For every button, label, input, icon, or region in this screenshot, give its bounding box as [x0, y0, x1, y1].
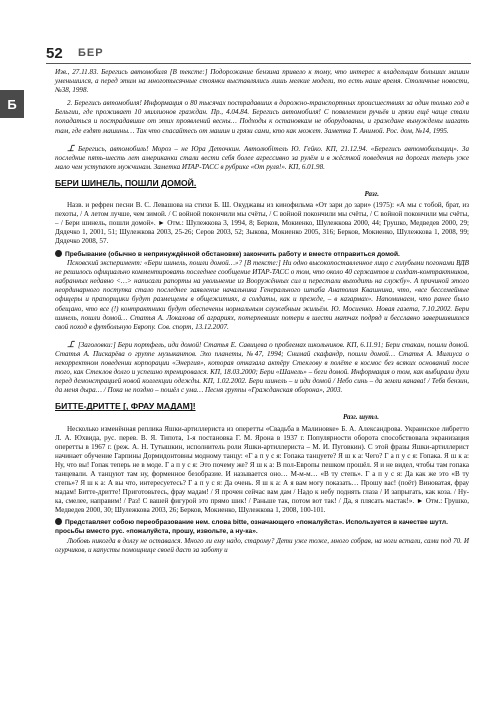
paragraph: Несколько изменённая реплика Яшки-артиллериста из оперетты «Свадьба в Малиновке» Б. А. Александрова. Украинское либретто Л. А. Юхвида, рус. перев. В. Я. Типота, 1-я постановка Г. М. Ярона в 1937 г. Популярности оборота способствовала экранизация оперетты в 1967 г. (реж. А. Н. Тутышкин, исполнитель роли Яшки-артиллериста – М. И. Пуговкин). С этой фразы Яшки-артиллерист начинает обучение Гарпины Дормидонтовны модному танцу: «Г а п у с я: Гопака танцуете? Я ш к а: Чего? Г а п у с я: Гопака. Я ш к а: Ну, что вы! Гопак теперь не в моде. Г а п у с я: Это почему же? Я ш к а: В пол-Европы пешком прошёл. Я и не видел, чтобы там гопака танцевали. А танцуют там ну, форменное безобразие. И называется оно… М-м-м… «В ту степь». Г а п у с я: Да как же это «В ту степь»? Я ш к а: А вы что, интересуетесь? Г а п у с я: Да очень. Я ш к а: А я вам могу показать… Прошу вас! (поёт) Виноватая, фрау мадам! Битте-дритте! Приготовьтесь, фрау мадам! / Я прочен сейчас вам дам / Надо к небу поднять глаза / И запрыгать, как коза. / Ну-ка, смелее, направим! / Раз! С вашей фигурой это прямо шик! / Раньше так, потом вот так! / Да, я плясать мастак!». ► Отм.: Грушко, Медведев 2000, 30; Шулежкова 2003, 26; Берков, Мокиенко, Шулежкова 1, 2008, 100-101.: [55, 424, 469, 515]
paragraph: Назв. и рефрен песни В. С. Левашова на стихи Б. Ш. Окуджавы из кинофильма «От зари до зари» (1975): «А мы с тобой, брат, из пехоты, / А летом лучше, чем зимой. / С войной покончили мы счёты, / С войной покончили мы счёты, / С войной покончили мы счёты, – / Бери шинель, пошли домой». ► Отм.: Шулежкова 3, 1994, 8; Берков, Мокиенко, Шулежкова 2000, 44; Грушко, Медведев 2000, 29; Дядечко 1, 2001, 51; Шулежкова 2003, 25-26; Серов 2003, 52; Зыкова, Мокиенко 2005, 316; Берков, Мокиенко, Шулежкова 1, 2008, 99; Дядечко 2008, 57.: [55, 201, 469, 246]
header-rule: [46, 63, 471, 64]
definition: Представляет собою переобразование нем. слова bitte, означающего «пожалуйста». Используется в качестве шутл. просьбы вместо рус. «пожалуйста, прошу, извольте, а ну-ка».: [55, 519, 448, 536]
entry-title: БЕРИ ШИНЕЛЬ, ПОШЛИ ДОМОЙ.: [55, 177, 197, 188]
register-label: Разг.: [364, 189, 379, 198]
paragraph: Любовь никогда в долгу не оставался. Много ли ему надо, старому? Дети уже тоже, много собрав, на ноги встали, сами под 70. И огурчиков, и капусты помощнице своей даст за заботу и: [55, 536, 469, 554]
stamp-icon: ⊥̄: [67, 143, 74, 153]
definition: Пребывание (обычно в непринуждённой обстановке) закончить работу и вместе отправиться домой.: [55, 250, 469, 260]
bullet-icon: [55, 250, 62, 257]
page-content: [55, 68, 469, 555]
stamp-icon: ⊥̄: [67, 339, 74, 349]
entry-title: БИТТЕ-ДРИТТЕ [, ФРАУ МАДАМ]!: [55, 401, 196, 412]
paragraph-text: Берегись, автомобиль! Мороз – не Юра Деточкин. Автолюбітель Ю. Гейко. КП, 21.12.94. «Берегись автомобильщиц». За последние пять-шесть лет американки стали вести себя более агрессивно за рулём и в жёсткой поведения на дорогах теперь уже мало чем уступают мужчинам. Заметка ИТАР-ТАСС в рубрике «От руля!». КП, 6.01.98.: [55, 144, 469, 171]
paragraph: Изв., 27.11.83. Берегись автомобиля [В тексте:] Подорожание бензина привело к тому, что интерес к владельцам больших машин уменьшился, а перед этим на многотысячные стоянки выставлялись лишь мелкие модели, то есть наше время. Столичные новости, №38, 1998.: [55, 68, 469, 95]
header-word: БЕР: [78, 47, 104, 59]
paragraph-text: [Заголовки:] Бери портфель, иди домой! Статья Е. Савицева о проблемах школьников. КП, 6.11.91; Бери стакан, пошли домой. Статья А. Пискарёва о группе музыкантов. Эхо планеты, №47, 1994; Снимай скафандр, пошли домой… Статья А. Милиуса о некорректном поведении корпорации «Энергия», которая отказала актёру Стеклову в полёте в космос без всяких оснований после того, как Стеклов долго и успешно тренировался. КП, 18.03.2000; Бери «Шанель» – беги домой. Информация о том, как выбирали духи перед демонстрацией новой коллекции одежды. КП, 1.02.2002. Бери шинель – и иди домой / Небо синь – да земли канава! / Тебя бензин, да меня дыра… / Пока не поздно – пошёл с ума… Песня группы «Гражданская оборона», 2003.: [55, 340, 469, 395]
page-number: 52: [46, 44, 63, 62]
register-label: Разг. шутл.: [343, 413, 379, 422]
running-header: [46, 44, 104, 62]
paragraph: 2. Берегись автомобиля! Информация о 80 тысячах пострадавших в дорожно-транспортных происшествиях за один только год в Бельгии, где проживает 10 миллионов граждан. Пр., 4.04.84. Берегись автомобиля! С появлением ручьёв и грязи ещё чаще стали попадаться и пострадавшие от этих проявлений весны… Подходы к остановкам не оборудованы, и граждане вынуждены шагать там, где ездят машины… Так что спасайтесь от машин и грязи сами, кто как может. Заметка Т. Анимой. Рос. дом, №14, 1995.: [55, 99, 469, 135]
paragraph: Псковский эксперимент: «Бери шинель, пошли домой…»? [В тексте:] Ни одно высокопоставленное лицо с голубыми погонами ВДВ не решилось официально комментировать последнее сообщение ИТАР-ТАСС о том, что около 40 сержантов и солдат-контрактников, набранных недавно <…> написали рапорты на увольнение из Вооружённых сил и перестали выходить на службу». А причиной этого неординарного поступка стало последнее заявление начальника Генерального штаба Анатолия Квашнина, что, «все бессемейные офицеры и прапорщики будут размещены в общежитиях, а солдаты, как и прежде, – в казармах». Напоминаем, что ранее было обещано, что все (!) контрактники будут обеспечены нормальным служебным жильём. Ю. Мосиенко. Новая газета, 7.10.2002. Бери шинель, пошли домой… Статья А. Локалова об аграриях, потерпевших потери в шести матчах подряд и бесславно завершившихся свой поход в футбольную Европу. Сов. спорт, 13.12.2007.: [55, 259, 469, 331]
paragraph: [55, 144, 469, 172]
bullet-icon: [55, 518, 62, 525]
section-tab: Б: [0, 90, 24, 118]
paragraph: [55, 340, 469, 396]
